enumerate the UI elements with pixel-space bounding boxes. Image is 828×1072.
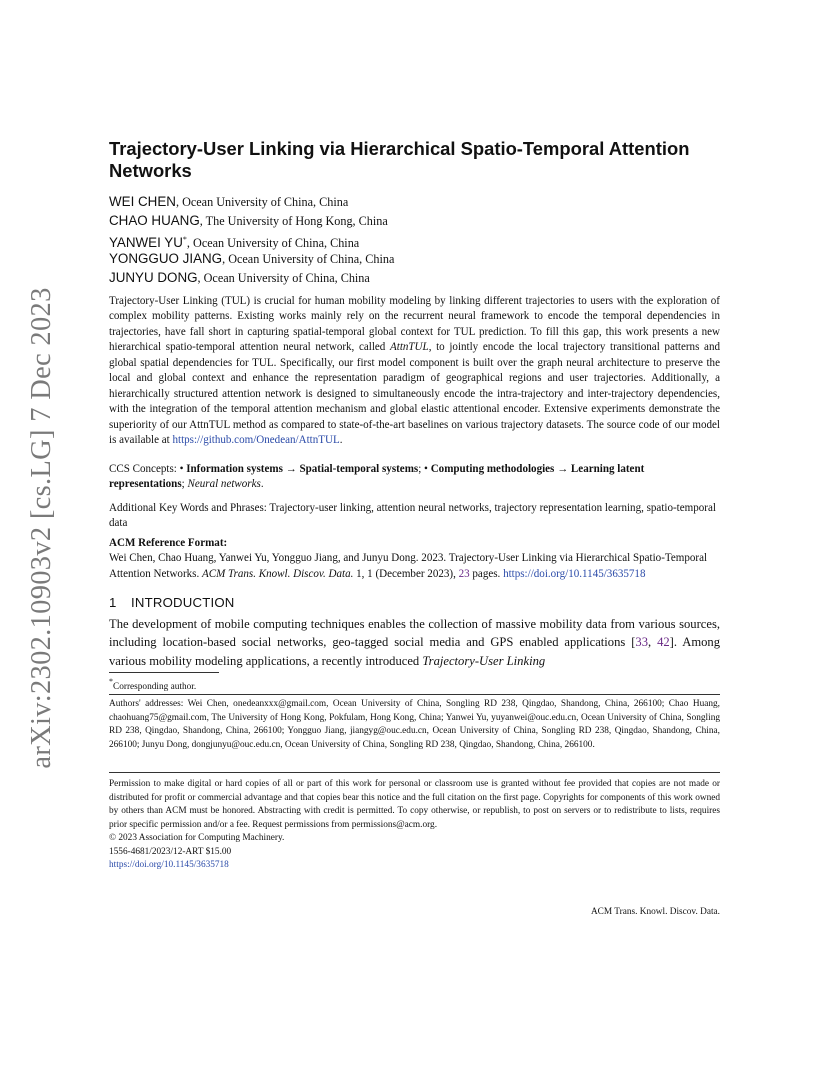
introduction-paragraph — [109, 615, 720, 670]
author-affiliation: , Ocean University of China, China — [222, 252, 395, 266]
abstract — [109, 294, 720, 449]
footnote — [109, 675, 720, 694]
reference-text: pages. — [469, 567, 504, 580]
author-name: YONGGUO JIANG — [109, 251, 223, 266]
arxiv-identifier: arXiv:2302.10903v2 [cs.LG] 7 Dec 2023 — [26, 287, 57, 769]
issn-line: 1556-4681/2023/12-ART $15.00 — [109, 846, 232, 857]
running-footer: ACM Trans. Knowl. Discov. Data. — [590, 907, 720, 917]
page-count-link[interactable]: 23 — [458, 567, 470, 580]
abstract-text: , to jointly encode the local trajectory transitional patterns and global spatial dependencies for TUL. Specifically, our first model component is built over the graph neural architecture to preserve the local and global context and enhance the representation paradigm of geographical regions and user trajectories. Additionally, a hierarchically structured attention network is designed to simultaneously encode the intra-trajectory and inter-trajectory dependencies, with the integration of the temporal attention mechanism and global elastic attentional encoder. Extensive experiments demonstrate the superiority of our AttnTUL method as compared to state-of-the-art baselines on various trajectory datasets. The source code of our model is available at — [109, 341, 720, 447]
ccs-subconcept: Neural networks — [187, 478, 261, 491]
code-repository-link[interactable]: https://github.com/Onedean/AttnTUL — [172, 434, 340, 447]
author-entry — [109, 230, 720, 249]
arxiv-sidebar — [22, 288, 62, 768]
permissions-block — [109, 778, 720, 873]
author-affiliation: , The University of Hong Kong, China — [199, 214, 388, 228]
ccs-bullet: • — [424, 463, 431, 475]
intro-text: The development of mobile computing techniques enables the collection of massive mobility data from various sources, including location-based social networks, geo-tagged social media and GPS enabled applications [ — [109, 617, 720, 650]
author-entry — [109, 192, 720, 211]
abstract-text: Trajectory-User Linking (TUL) is crucial for human mobility modeling by linking different trajectories to users with the exploration of complex mobility patterns. Existing works mainly rely on the recurrent neural framework to encode the temporal dependencies in trajectories, have fall short in capturing spatial-temporal global context for TUL prediction. To fill this gap, this work presents a new hierarchical spatio-temporal attention neural network, called — [109, 295, 720, 354]
addresses-divider — [109, 694, 720, 695]
copyright-line: © 2023 Association for Computing Machinery. — [109, 833, 285, 844]
author-name: CHAO HUANG — [109, 213, 200, 228]
author-name: YANWEI YU — [109, 235, 183, 250]
intro-term: Trajectory-User Linking — [422, 653, 546, 668]
reference-text: Wei Chen, Chao Huang, Yanwei Yu, Yongguo Jiang, and Junyu Dong. 2023. Trajectory-User Linking via Hierarchical Spatio-Temporal Attention Networks. — [109, 552, 708, 580]
author-entry — [109, 268, 720, 287]
ccs-concepts — [109, 462, 720, 493]
intro-text: , — [647, 635, 658, 650]
ccs-concept: Computing methodologies → Learning latent representations — [109, 463, 645, 491]
acm-reference-heading: ACM Reference Format: — [109, 537, 228, 549]
author-entry — [109, 211, 720, 230]
ccs-separator: ; — [181, 478, 188, 491]
section-number: 1 — [109, 595, 117, 610]
footnote-mark: * — [109, 677, 113, 686]
journal-name: ACM Trans. Knowl. Discov. Data. — [201, 567, 354, 580]
citation-link[interactable]: 33 — [635, 635, 648, 650]
acm-reference-format — [109, 536, 720, 582]
permissions-doi-link[interactable]: https://doi.org/10.1145/3635718 — [109, 860, 229, 871]
doi-link[interactable]: https://doi.org/10.1145/3635718 — [503, 567, 646, 580]
acm-reference-text — [109, 551, 720, 582]
paper-title: Trajectory-User Linking via Hierarchical Spatio-Temporal Attention Networks — [109, 138, 690, 181]
author-addresses: Authors' addresses: Wei Chen, onedeanxxx@gmail.com, Ocean University of China, Songling RD 238, Qingdao, Shandong, China, 266100; Chao Huang, chaohuang75@gmail.com, The University of Hong Kong, Pokfulam, Hong Kong, China; Yanwei Yu, yuyanwei@ouc.edu.cn, Ocean University of China, Songling RD 238, Qingdao, Shandong, China, 266100; Yongguo Jiang, jiangyg@ouc.edu.cn, Ocean University of China, Songling RD 238, Qingdao, Shandong, China, 266100; Junyu Dong, dongjunyu@ouc.edu.cn, Ocean University of China, Songling RD 238, Qingdao, Shandong, China, 266100. — [109, 699, 720, 750]
author-entry — [109, 249, 720, 268]
section-heading-introduction — [109, 594, 720, 612]
permissions-text: Permission to make digital or hard copies of all or part of this work for personal or classroom use is granted without fee provided that copies are not made or distributed for profit or commercial advantage and that copies bear this notice and the full citation on the first page. Copyrights for components of this work owned by others than ACM must be honored. Abstracting with credit is permitted. To copy otherwise, or republish, to post on servers or to redistribute to lists, requires prior specific permission and/or a fee. Request permissions from permissions@acm.org. — [109, 779, 720, 830]
ccs-separator: ; — [418, 463, 425, 475]
reference-text: 1, 1 (December 2023), — [353, 567, 459, 580]
ccs-separator: . — [260, 478, 264, 491]
author-name: WEI CHEN — [109, 194, 176, 209]
corresponding-author-mark: * — [182, 235, 187, 244]
ccs-label: CCS Concepts: — [109, 463, 180, 475]
author-affiliation: , Ocean University of China, China — [197, 271, 370, 285]
author-list — [109, 192, 720, 287]
ccs-bullet: • — [179, 463, 187, 475]
citation-link[interactable]: 42 — [657, 635, 670, 650]
section-title: INTRODUCTION — [131, 595, 235, 610]
author-affiliation: , Ocean University of China, China — [186, 236, 360, 250]
author-name: JUNYU DONG — [109, 270, 198, 285]
footnote-divider — [109, 672, 219, 673]
permissions-divider — [109, 772, 720, 773]
abstract-text: . — [339, 434, 343, 447]
author-affiliation: , Ocean University of China, China — [175, 195, 349, 209]
model-name: AttnTUL — [390, 341, 429, 354]
keywords: Additional Key Words and Phrases: Trajectory-user linking, attention neural networks, trajectory representation learning, spatio-temporal data — [109, 502, 716, 530]
footnote-text: Corresponding author. — [113, 682, 197, 692]
ccs-concept: Information systems → Spatial-temporal systems — [186, 463, 419, 475]
intro-text: ]. Among various mobility modeling applications, a recently introduced — [109, 635, 721, 668]
